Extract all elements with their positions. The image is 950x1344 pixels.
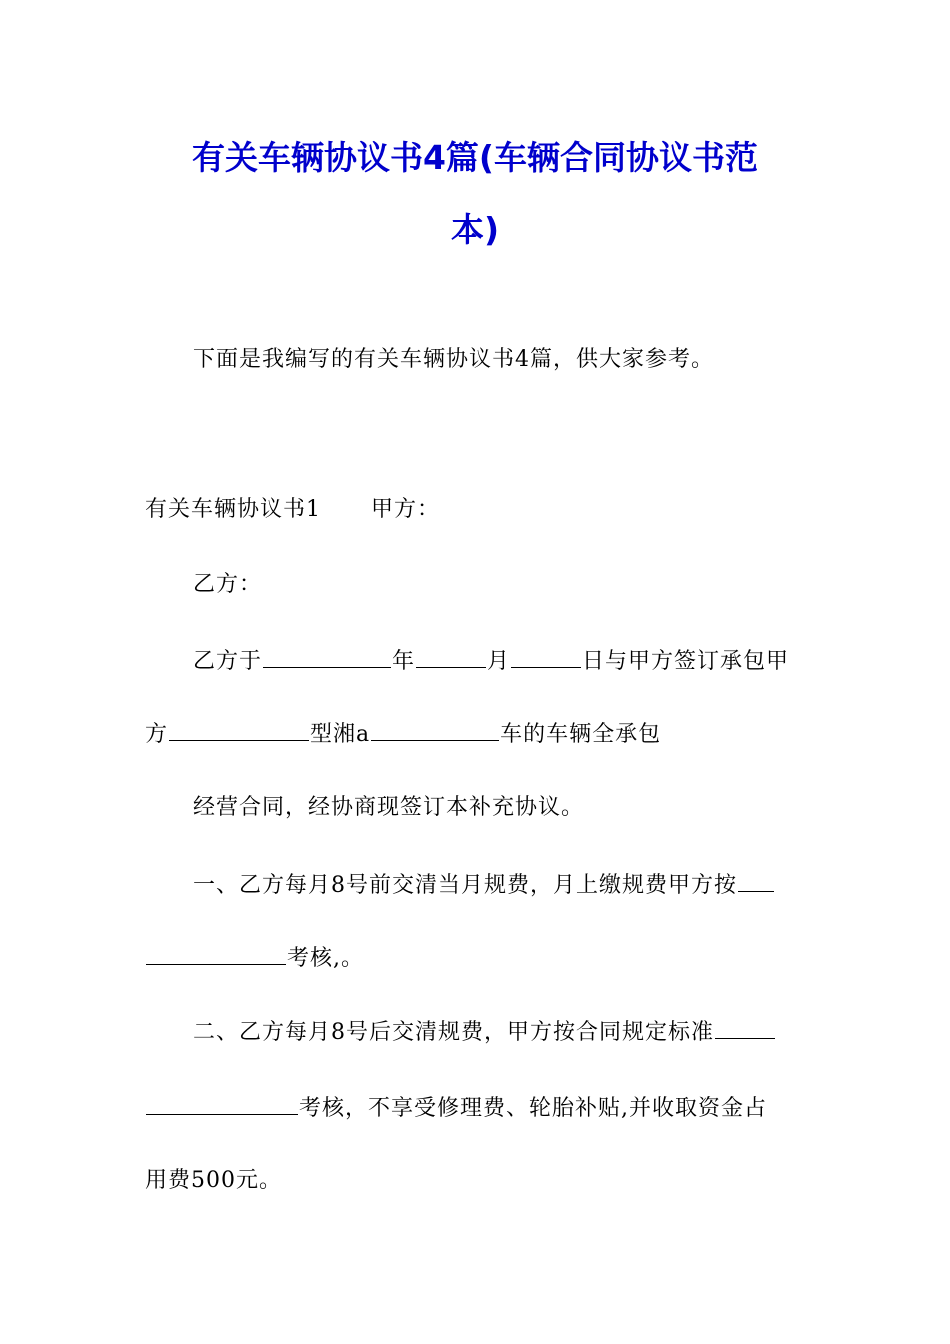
document-title-line-1: 有关车辆协议书4篇(车辆合同协议书范 xyxy=(191,138,759,177)
party-a-label: 甲方： xyxy=(371,497,441,522)
item-1-text-1: 一、乙方每月8号前交清当月规费，月上缴规费甲方按 xyxy=(193,873,737,898)
clause-vehicle-row xyxy=(145,718,661,750)
section-heading-row xyxy=(145,495,440,525)
clause-date-row xyxy=(193,645,789,677)
item-2-line-1 xyxy=(193,1016,776,1048)
blank-field xyxy=(715,1016,775,1039)
item-1-text-2: 考核,。 xyxy=(287,946,364,971)
section-heading: 有关车辆协议书1 xyxy=(145,497,321,522)
blank-field xyxy=(263,645,391,668)
item-1-line-1 xyxy=(193,869,775,901)
blank-field xyxy=(146,942,286,965)
blank-field xyxy=(416,645,486,668)
item-1-line-2 xyxy=(145,942,364,974)
clause-date-text-2: 日与甲方签订承包甲 xyxy=(582,649,790,674)
document-title-line-2: 本) xyxy=(450,210,500,249)
item-2-line-2 xyxy=(145,1092,767,1124)
clause-date-year: 年 xyxy=(392,649,416,674)
clause-contract: 经营合同，经协商现签订本补充协议。 xyxy=(193,795,585,820)
clause-date-text-1: 乙方于 xyxy=(193,649,263,674)
clause-vehicle-text-2: 车的车辆全承包 xyxy=(500,722,662,747)
item-2-text-1: 二、乙方每月8号后交清规费，甲方按合同规定标准 xyxy=(193,1020,714,1045)
clause-vehicle-text-1: 方 xyxy=(145,722,169,747)
intro-paragraph: 下面是我编写的有关车辆协议书4篇，供大家参考。 xyxy=(193,347,714,372)
blank-field xyxy=(371,718,499,741)
blank-field xyxy=(738,869,774,892)
item-2-text-2: 考核，不享受修理费、轮胎补贴,并收取资金占 xyxy=(299,1096,767,1121)
clause-vehicle-model: 型湘a xyxy=(310,722,371,747)
blank-field xyxy=(511,645,581,668)
blank-field xyxy=(146,1092,298,1115)
party-b-label: 乙方： xyxy=(193,572,263,597)
clause-date-month: 月 xyxy=(487,649,511,674)
item-2-line-3: 用费500元。 xyxy=(145,1168,282,1193)
blank-field xyxy=(169,718,309,741)
